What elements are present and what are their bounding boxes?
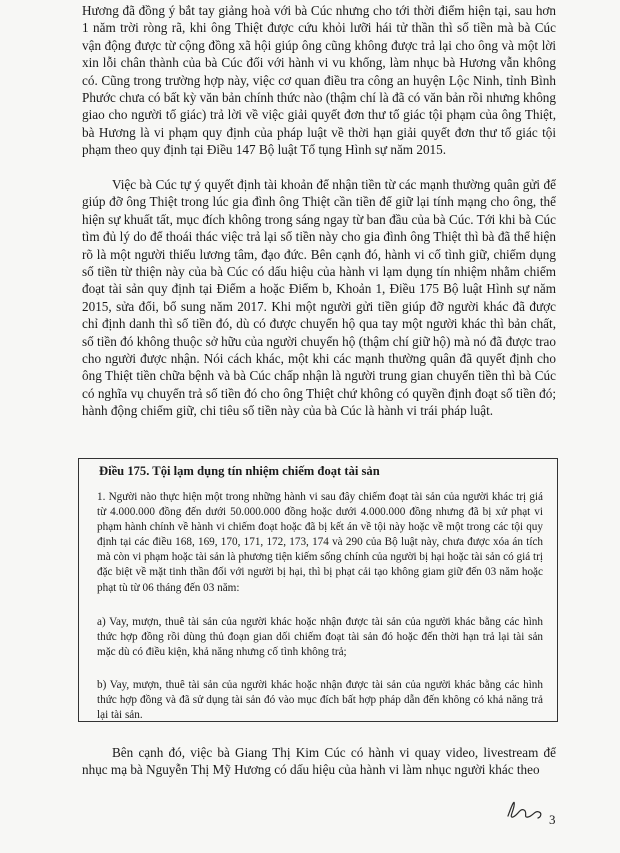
law-article-title: Điều 175. Tội lạm dụng tín nhiệm chiếm đoạt tài sản xyxy=(99,464,380,478)
page-number: 3 xyxy=(549,812,556,827)
signature-initials xyxy=(505,796,545,822)
law-clause: 1. Người nào thực hiện một trong những hành vi sau đây chiếm đoạt tài sản của người khác trị giá từ 4.000.000 đồng đến dưới 50.000.000 đồng hoặc dưới 4.000.000 đồng nhưng đã bị xử phạt vi phạm hành chính về hành vi chiếm đoạt hoặc đã bị kết án về tội này hoặc về một trong các tội quy định tại các điều 168, 169, 170, 171, 172, 173, 174 và 290 của Bộ luật này, chưa được xóa án tích mà còn vi phạm hoặc tài sản là phương tiện kiếm sống chính của người bị hại hoặc tài sản có giá trị đặc biệt về mặt tinh thần đối với người bị hại, thì bị phạt cải tạo không giam giữ đến 03 năm hoặc phạt tù từ 06 tháng đến 03 năm: xyxy=(97,491,543,594)
body-paragraph: Việc bà Cúc tự ý quyết định tài khoản để nhận tiền từ các mạnh thường quân gửi để giúp đỡ ông Thiệt trong lúc gia đình ông Thiệt cần tiền để giữ lại tính mạng cho ông, thể hiện sự khuất tất, mục đích không trong sáng ngay từ ban đầu của bà Cúc. Tới khi bà Cúc tìm đủ lý do để thoái thác việc trả lại số tiền này cho gia đình ông Thiệt thì bà đã thể hiện rõ là một người thiếu lương tâm, đạo đức. Bên cạnh đó, hành vi cố tình giữ, chiếm dụng số tiền từ thiện này của bà Cúc có dấu hiệu của hành vi lạm dụng tín nhiệm nhằm chiếm đoạt tài sản quy định tại Điểm a hoặc Điểm b, Khoản 1, Điều 175 Bộ luật Hình sự năm 2015, sửa đổi, bổ sung năm 2017. Khi một người gửi tiền giúp đỡ người khác đã được chỉ định danh thì số tiền đó, dù có được chuyển hộ qua tay một người khác thì bản chất, số tiền đó không thuộc sở hữu của người chuyển hộ (thậm chí giữ hộ) mà nó đã được trao cho người được nhận. Nói cách khác, một khi các mạnh thường quân đã quyết định cho ông Thiệt tiền chữa bệnh và bà Cúc chấp nhận là người trung gian chuyển tiền thì bà Cúc có nghĩa vụ chuyển trả số tiền đó cho ông Thiệt chứ không có quyền định đoạt số tiền đó; hành động chiếm giữ, chi tiêu số tiền này của bà Cúc là hành vi trái pháp luật. xyxy=(82,177,556,419)
law-point-b: b) Vay, mượn, thuê tài sản của người khác hoặc nhận được tài sản của người khác bằng các hình thức hợp đồng và đã sử dụng tài sản đó vào mục đích bất hợp pháp dẫn đến không có khả năng trả lại tài sản. xyxy=(97,679,543,722)
law-excerpt-box xyxy=(78,458,558,722)
body-paragraph: Bên cạnh đó, việc bà Giang Thị Kim Cúc có hành vi quay video, livestream để nhục mạ bà Nguyễn Thị Mỹ Hương có dấu hiệu của hành vi làm nhục người khác theo xyxy=(82,745,556,778)
law-point-a: a) Vay, mượn, thuê tài sản của người khác hoặc nhận được tài sản của người khác bằng các hình thức hợp đồng rồi dùng thủ đoạn gian dối chiếm đoạt tài sản đó hoặc đến thời hạn trả lại tài sản mặc dù có điều kiện, khả năng nhưng cố tình không trả; xyxy=(97,616,543,659)
body-paragraph: Hương đã đồng ý bắt tay giảng hoà với bà Cúc nhưng cho tới thời điểm hiện tại, sau hơn 1 năm trời ròng rã, khi ông Thiệt được cứu khỏi lưỡi hái tử thần thì số tiền mà bà Cúc vận động được từ cộng đồng xã hội giúp ông cũng không được trả lại cho ông và một lời xin lỗi chân thành của bà Cúc đối với hành vi vu khống, làm nhục bà Hương vẫn không có. Cũng trong trường hợp này, việc cơ quan điều tra công an huyện Lộc Ninh, tỉnh Bình Phước chưa có bất kỳ văn bản chính thức nào (thậm chí là đã có văn bản rồi nhưng không giao cho người tố giác) trả lời về việc giải quyết đơn thư tố giác tội phạm của ông Thiệt, bà Hương là vi phạm quy định của pháp luật về thời hạn giải quyết đơn thư tố giác tội phạm theo quy định tại Điều 147 Bộ luật Tố tụng Hình sự năm 2015. xyxy=(82,3,556,158)
